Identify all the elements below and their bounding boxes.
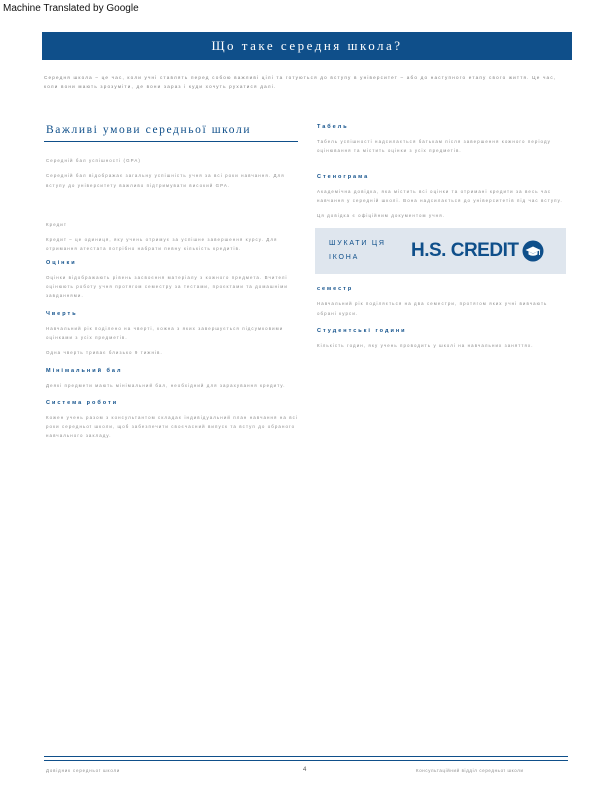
page-number: 4 [303,767,307,773]
footer-left-text: Довідник середньої школи [46,768,121,773]
subhead-minimum: Мінімальний бал [46,367,123,374]
callout-label: ШУКАТИ ЦЯ ІКОНА [329,240,386,262]
term-credit-text: Кредит – це одиниця, яку учень отримує за успішне завершення курсу. Для отримання атестата потрібно набрати певну кількість кредитів. [46,237,278,252]
plan-text: Кожен учень разом з консультантом складає індивідуальний план навчання на всі роки середньої школи, щоб забезпечити своєчасний випуск та вступ до обраного навчального закладу. [46,414,298,439]
term-gpa-text: Середній бал відображає загальну успішність учня за всі роки навчання. Для вступу до університету важливо підтримувати високий GPA. [46,173,285,188]
grades-text: Оцінки відображають рівень засвоєння матеріалу з кожного предмета. Вчителі оцінюють роботу учня протягом семестру за тестами, проєктами та домашніми завданнями. [46,274,288,299]
machine-translation-label: Machine Translated by Google [3,3,139,14]
semester-text: Навчальний рік поділяється на два семестри, протягом яких учні вивчають обрані курси. [317,301,548,316]
subhead-transcript: Стенограма [317,173,370,180]
subhead-term: Чверть [46,310,78,317]
footer-rule-bottom [44,760,568,761]
subhead-grades: Оцінки [46,259,77,266]
student-hours-text: Кількість годин, яку учень проводить у школі на навчальних заняттях. [317,343,534,349]
intro-paragraph: Середня школа – це час, коли учні ставлять перед собою важливі цілі та готуються до вступу в університет – або до наступного етапу свого життя. Це час, коли вони мають зрозуміти, де вони зараз і куди хочуть рухатися далі. [44,75,557,89]
hs-credit-callout [315,228,566,274]
footer-rule-top [44,756,568,757]
subhead-plan: Система роботи [46,399,119,406]
term-duration-text: Одна чверть триває близько 9 тижнів. [46,350,163,356]
subhead-semester: семестр [317,286,354,293]
term-gpa-title: Середній бал успішності (GPA) [46,158,141,163]
transcript-note: Ця довідка є офіційним документом учня. [317,213,445,219]
footer-right-text: Консультаційний відділ середньої школи [416,768,524,773]
report-card-text: Табель успішності надсилається батькам після завершення кожного періоду оцінювання та містить оцінки з усіх предметів. [317,139,551,154]
term-credit-title: Кредит [46,221,67,227]
subhead-report-card: Табель [317,124,349,130]
right-column [315,124,567,356]
subhead-student-hours: Студентські години [317,328,407,335]
section-heading: Важливі умови середньої школи [46,124,252,136]
transcript-text: Академічна довідка, яка містить всі оцінки та отримані кредити за весь час навчання у середній школі. Вона надсилається до університетів під час вступу. [317,188,563,203]
term-text: Навчальний рік поділено на чверті, кожна з яких завершується підсумковими оцінками з усіх предметів. [46,325,284,340]
minimum-text: Деякі предмети мають мінімальний бал, необхідний для зарахування кредиту. [46,382,286,388]
heading-rule [44,141,298,142]
page-title: Що таке середня школа? [211,38,403,53]
left-column [44,124,298,447]
hs-credit-logo: H.S. CREDIT [411,240,519,262]
title-banner [42,32,572,60]
graduation-cap-icon [522,240,544,262]
